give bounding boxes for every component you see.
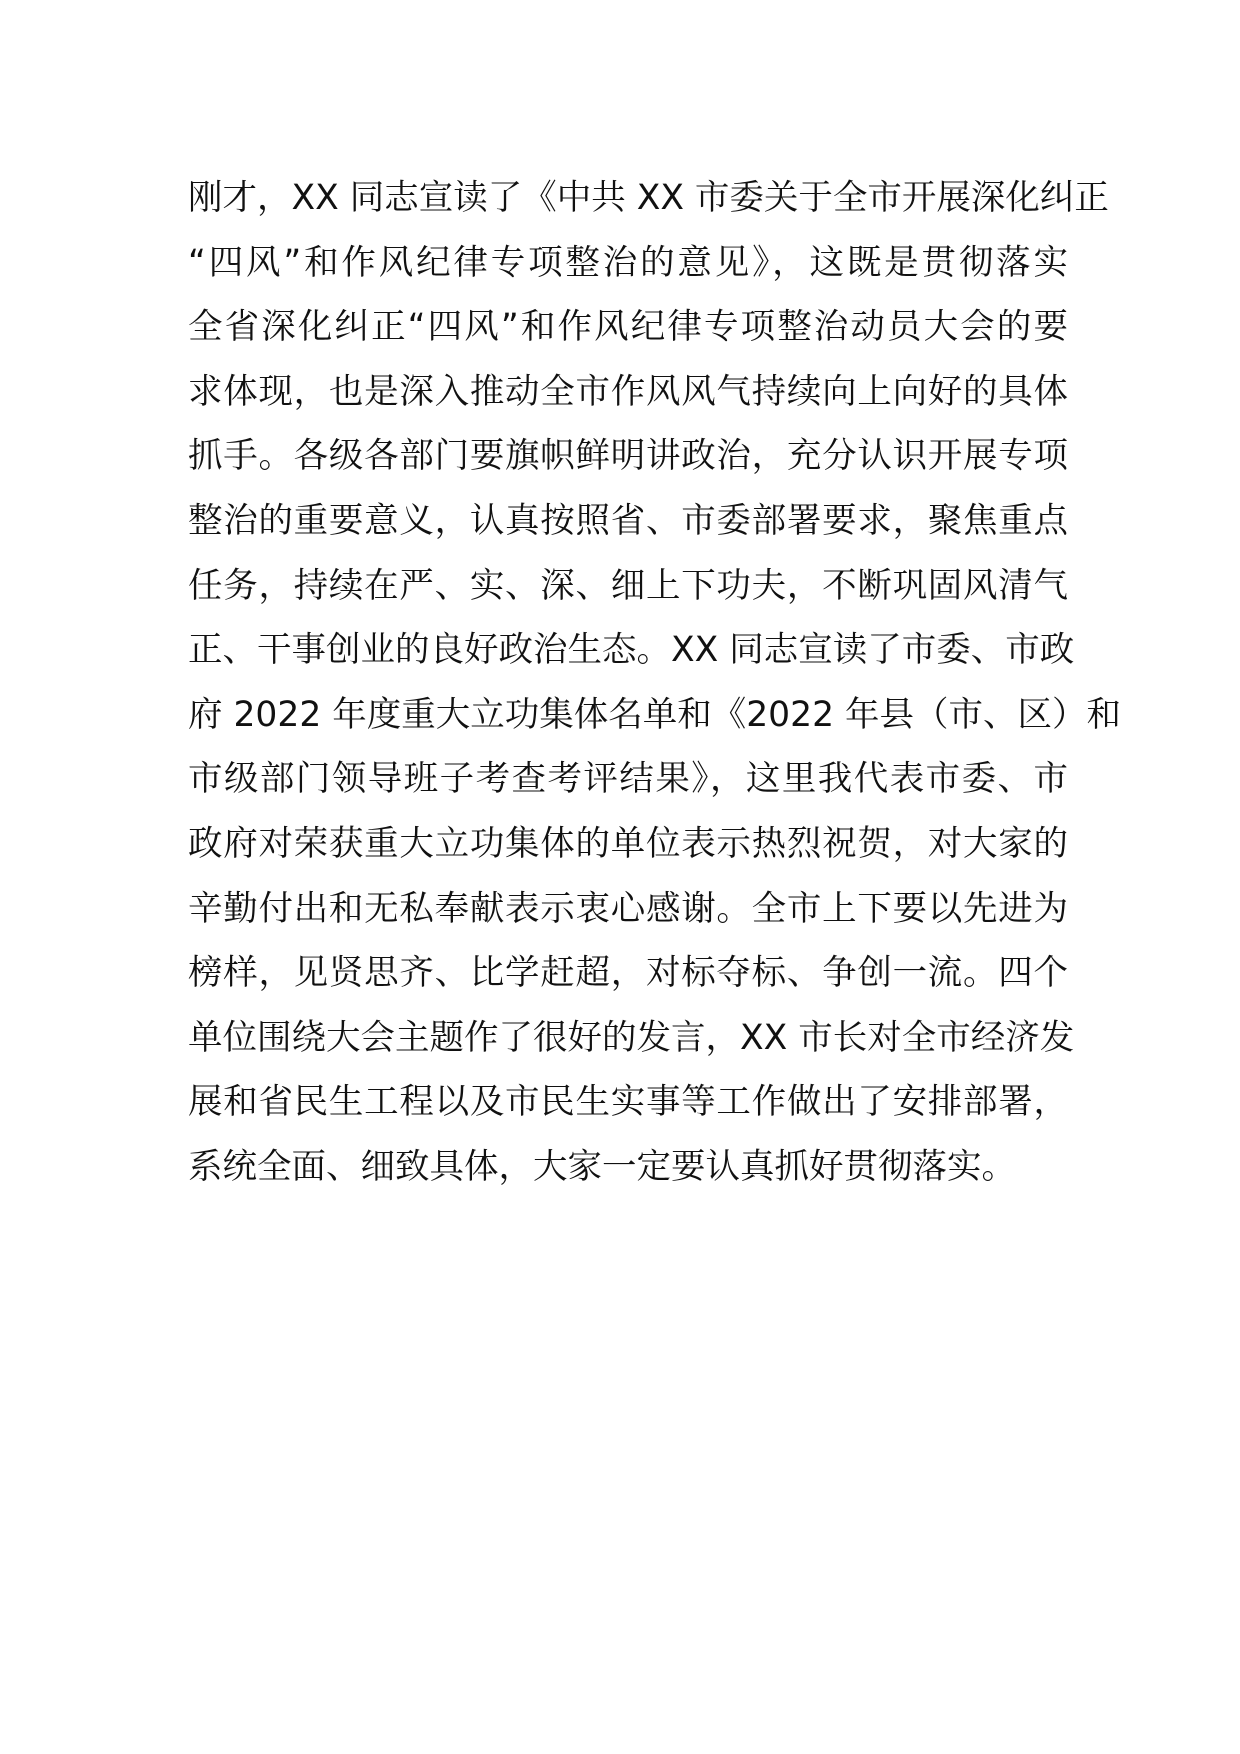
paragraph-line: 系统全面、细致具体，大家一定要认真抓好贯彻落实。	[188, 1146, 1016, 1187]
paragraph-line: 全省深化纠正“四风”和作风纪律专项整治动员大会的要	[188, 307, 1068, 348]
paragraph-line: 单位围绕大会主题作了很好的发言，XX 市长对全市经济发	[188, 1017, 1075, 1058]
body-paragraph	[188, 166, 1121, 1200]
paragraph-line: 求体现，也是深入推动全市作风风气持续向上向好的具体	[188, 371, 1068, 412]
paragraph-line: 榜样，见贤思齐、比学赶超，对标夺标、争创一流。四个	[188, 953, 1068, 994]
paragraph-line: 展和省民生工程以及市民生实事等工作做出了安排部署，	[188, 1082, 1068, 1123]
paragraph-line: 辛勤付出和无私奉献表示衷心感谢。全市上下要以先进为	[188, 888, 1068, 929]
paragraph-line: 府 2022 年度重大立功集体名单和《2022 年县（市、区）和	[188, 694, 1121, 735]
paragraph-line: 整治的重要意义，认真按照省、市委部署要求，聚焦重点	[188, 500, 1068, 541]
paragraph-line: 刚才，XX 同志宣读了《中共 XX 市委关于全市开展深化纠正	[188, 178, 1109, 218]
paragraph-line: 政府对荣获重大立功集体的单位表示热烈祝贺，对大家的	[188, 823, 1068, 864]
paragraph-line: 正、干事创业的良好政治生态。XX 同志宣读了市委、市政	[188, 630, 1075, 671]
paragraph-line: “四风”和作风纪律专项整治的意见》，这既是贯彻落实	[188, 242, 1068, 283]
paragraph-line: 市级部门领导班子考查考评结果》，这里我代表市委、市	[188, 759, 1068, 800]
paragraph-line: 抓手。各级各部门要旗帜鲜明讲政治，充分认识开展专项	[188, 436, 1068, 477]
paragraph-line: 任务，持续在严、实、深、细上下功夫，不断巩固风清气	[188, 565, 1068, 606]
